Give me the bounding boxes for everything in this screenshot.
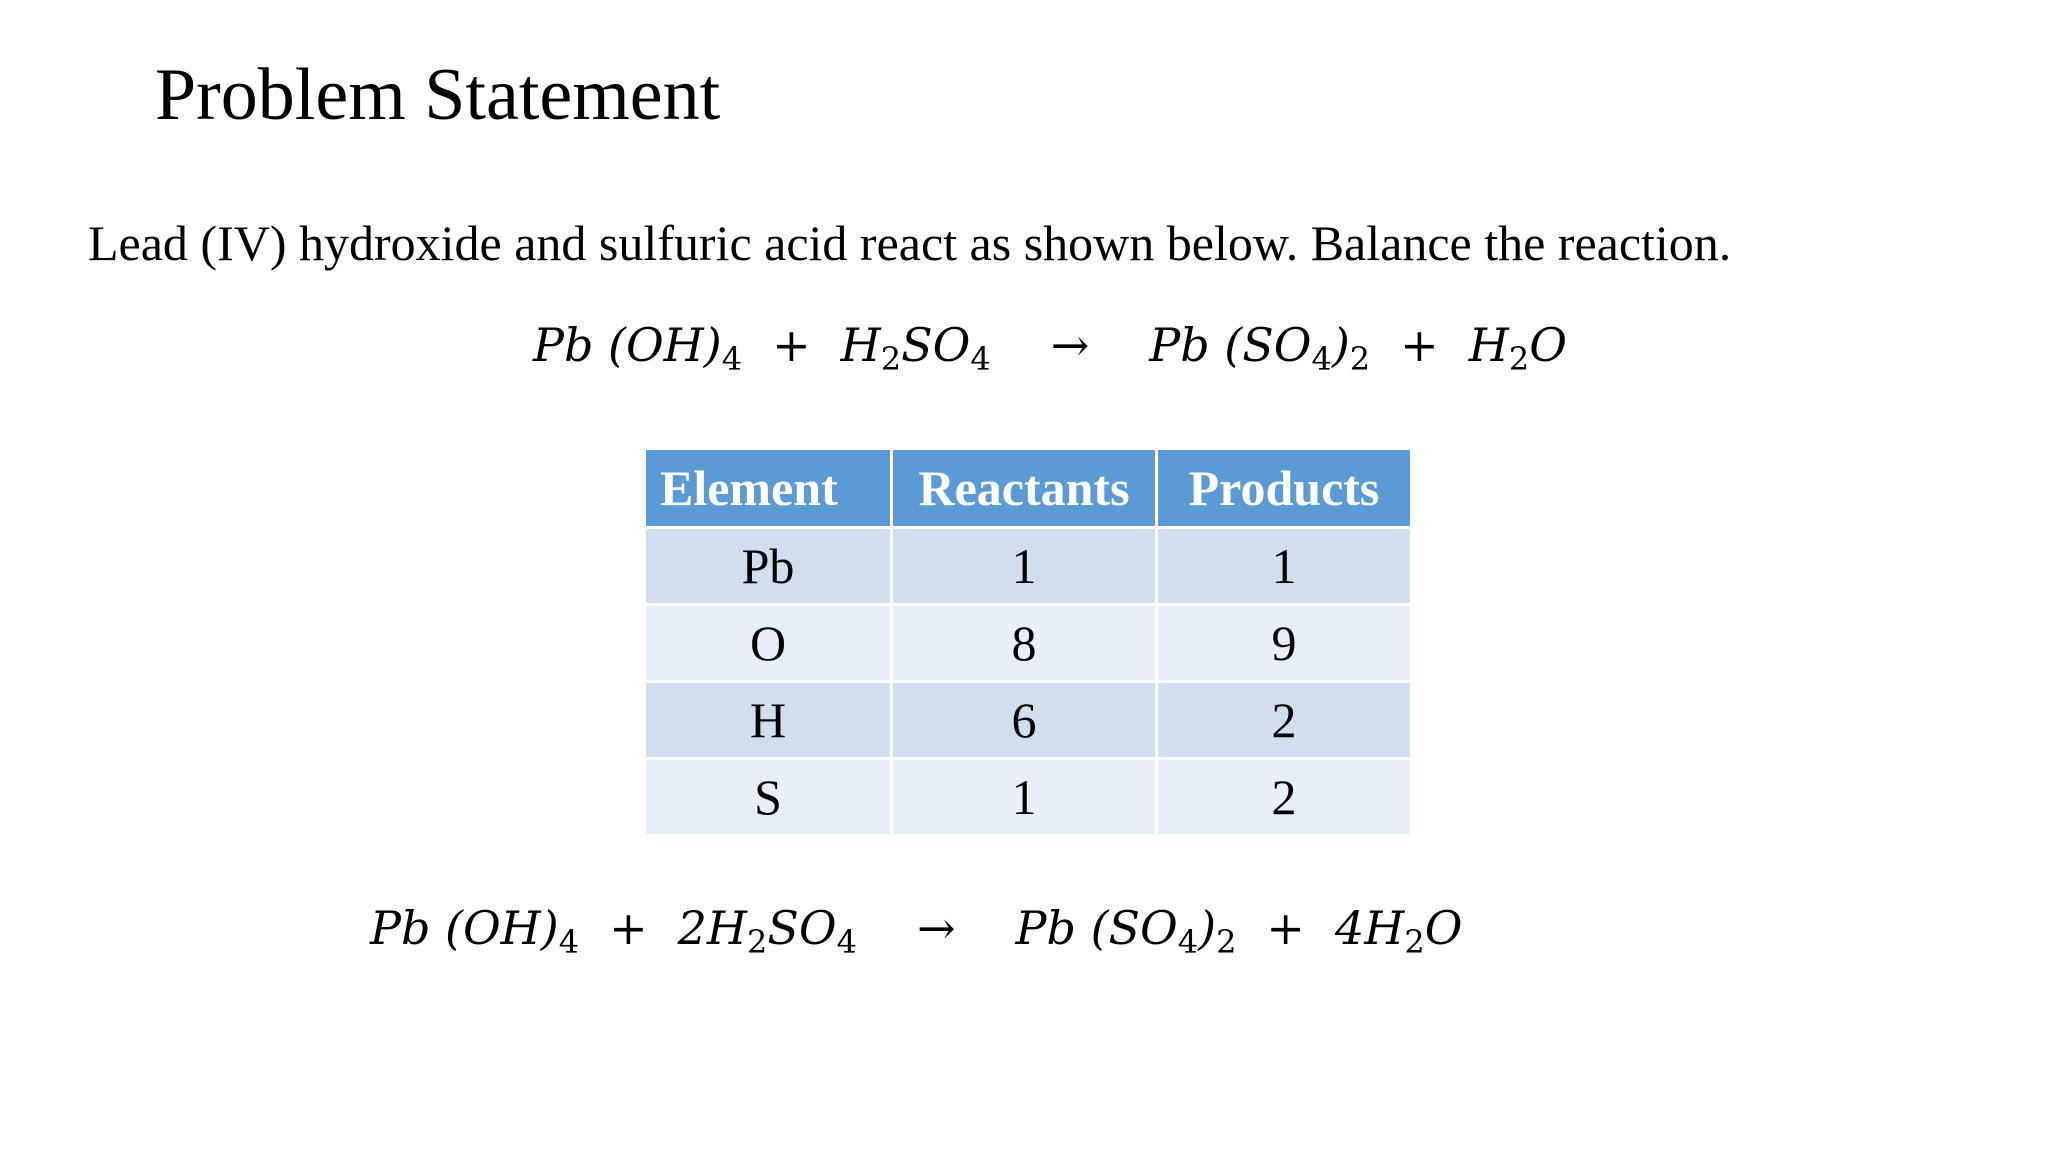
reactant-sulfuric-acid: $H_2SO_4$ — [840, 318, 991, 378]
plus-sign: + — [609, 901, 648, 955]
header-products: Products — [1157, 449, 1412, 528]
products-cell: 2 — [1157, 682, 1412, 759]
reaction-arrow: → — [1050, 318, 1090, 372]
product-lead-sulfate: Pb $(SO_4)_2$ — [1149, 318, 1371, 378]
reactant-lead-hydroxide: Pb $(OH)_4$ — [370, 901, 580, 961]
element-cell: O — [645, 605, 892, 682]
table-row — [645, 682, 1412, 759]
products-cell: 9 — [1157, 605, 1412, 682]
reactant-lead-hydroxide: Pb $(OH)_4$ — [533, 318, 743, 378]
element-cell: H — [645, 682, 892, 759]
reactants-cell: 1 — [892, 759, 1157, 836]
unbalanced-equation — [533, 318, 1567, 378]
product-lead-sulfate: Pb $(SO_4)_2$ — [1015, 901, 1237, 961]
product-water: $4H_2O$ — [1334, 901, 1463, 961]
plus-sign: + — [1400, 318, 1439, 372]
reactants-cell: 8 — [892, 605, 1157, 682]
element-cell: Pb — [645, 528, 892, 605]
reactants-cell: 6 — [892, 682, 1157, 759]
reactants-cell: 1 — [892, 528, 1157, 605]
reaction-arrow: → — [917, 901, 956, 955]
product-water: $H_2O$ — [1468, 318, 1567, 378]
element-count-table — [643, 447, 1413, 837]
slide-title: Problem Statement — [155, 54, 721, 136]
plus-sign: + — [772, 318, 811, 372]
header-reactants: Reactants — [892, 449, 1157, 528]
products-cell: 2 — [1157, 759, 1412, 836]
element-cell: S — [645, 759, 892, 836]
table-row — [645, 605, 1412, 682]
header-element: Element — [645, 449, 892, 528]
balanced-equation — [370, 901, 1463, 961]
table-header-row — [645, 449, 1412, 528]
products-cell: 1 — [1157, 528, 1412, 605]
table-row — [645, 528, 1412, 605]
table-row — [645, 759, 1412, 836]
reactant-sulfuric-acid: $2H_2SO_4$ — [677, 901, 857, 961]
problem-prompt: Lead (IV) hydroxide and sulfuric acid react as shown below. Balance the reaction. — [88, 215, 1732, 271]
plus-sign: + — [1266, 901, 1305, 955]
